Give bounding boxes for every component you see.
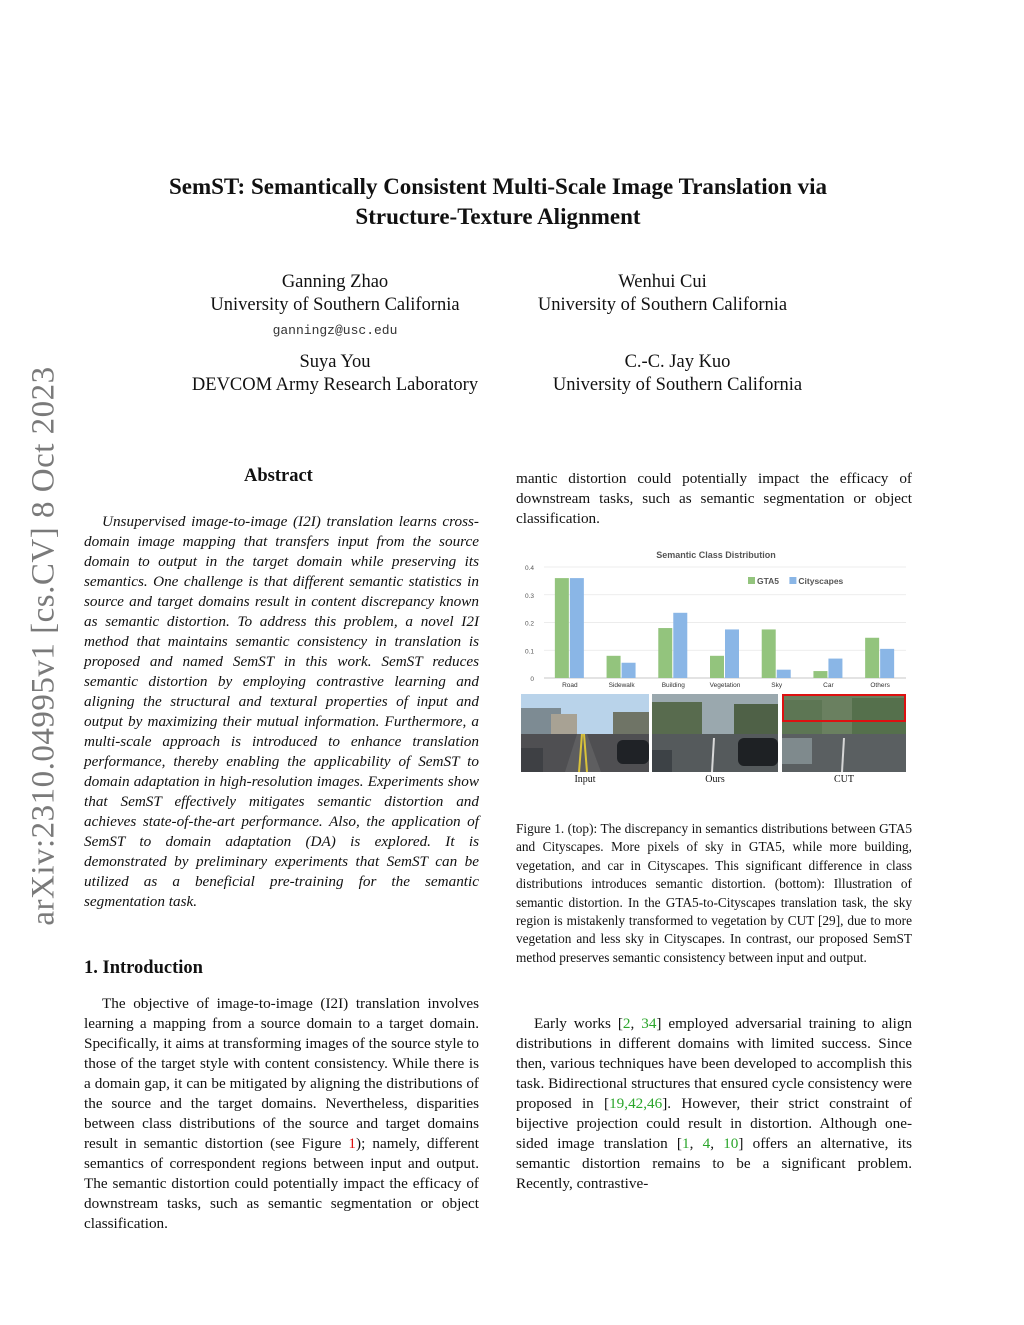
title-line-2: Structure-Texture Alignment [355,204,641,229]
x-tick-label: Road [562,682,578,689]
citation-link[interactable]: 34 [641,1015,657,1032]
text-span: ] offers an alternative, its semantic distortion remains to be a significant problem. Recently, contrastive- [516,1135,913,1192]
related-work-paragraph [516,1014,912,1194]
author-name: Wenhui Cui [618,272,707,292]
x-tick-label: Others [870,682,890,689]
figure-link[interactable]: 1 [348,1135,357,1152]
bar-cityscapes-others [880,649,894,678]
abstract-body [84,512,479,912]
y-tick-label: 0.2 [524,620,534,628]
x-tick-label: Vegetation [709,682,741,689]
chart-x-labels [562,682,891,689]
x-tick-label: Car [823,682,834,689]
citation-link[interactable]: 1 [681,1135,690,1152]
author-block-2 [510,271,815,317]
chart-title: Semantic Class Distribution [656,550,776,560]
legend-label: GTA5 [757,576,780,586]
bar-cityscapes-road [570,578,584,678]
author-block-3 [170,351,500,397]
chart-legend [748,576,844,586]
text-span: , [689,1135,703,1152]
bar-cityscapes-vegetation [725,629,739,678]
intro-heading: 1. Introduction [84,958,203,978]
author-block-4 [510,351,845,397]
bar-gta5-others [865,638,879,678]
bar-gta5-sidewalk [607,656,621,678]
author-affiliation: University of Southern California [210,295,460,315]
abstract-text: Unsupervised image-to-image (I2I) translation learns cross-domain image mapping that transfers input from the source domain to output in the target domain while preserving its semantics. One challenge is that different semantic statistics in source and target domains result in content discrepancy known as semantic distortion. To address this problem, a novel I2I method that maintains semantic consistency in translation is proposed and named SemST in this work. SemST reduces semantic distortion by employing contrastive learning and aligning the structural and textural properties of input and output by maximizing their mutual information. Furthermore, a multi-scale approach is introduced to enhance translation performance, thereby enabling the applicability of SemST to domain adaptation in high-resolution images. Experiments show that SemST effectively mitigates semantic distortion and achieves state-of-the-art performance. Also, the application of SemST to domain adaptation (DA) is explored. It is demonstrated by preliminary experiments that SemST can be utilized as a beneficial pre-training for the semantic segmentation task. [84,513,479,910]
x-tick-label: Sidewalk [608,682,635,689]
citation-link[interactable]: 19,42,46 [609,1095,663,1112]
legend-swatch [748,577,755,584]
citation-link[interactable]: 2 [622,1015,631,1032]
legend-label: Cityscapes [798,576,844,586]
bar-cityscapes-car [828,659,842,678]
bar-gta5-road [555,578,569,678]
chart-y-ticks [525,565,534,683]
author-affiliation: University of Southern California [537,295,788,315]
intro-continuation: mantic distortion could potentially impact the efficacy of downstream tasks, such as semantic segmentation or object classification. [516,470,912,527]
ours-image [652,694,778,772]
bar-gta5-building [658,628,672,678]
citation-link[interactable]: 10 [723,1135,739,1152]
figure-label-ours: Ours [705,774,725,785]
bar-gta5-car [813,671,827,678]
text-span: , [630,1015,642,1032]
author-affiliation: University of Southern California [552,375,803,395]
author-name: C.-C. Jay Kuo [624,352,731,372]
figure-caption: Figure 1. (top): The discrepancy in semantics distributions between GTA5 and Cityscapes. More pixels of sky in GTA5, while more building, vegetation, and car in Cityscapes. This significant difference in class distributions introduces semantic distortion. (bottom): Illustration of semantic distortion. In the GTA5-to-Cityscapes translation task, the sky region is mistakenly transformed to vegetation by CUT [29], due to more vegetation and less sky in Cityscapes. In contrast, our proposed SemST method preserves semantic consistency between input and output. [516,821,912,965]
author-affiliation: DEVCOM Army Research Laboratory [191,375,479,395]
semantic-class-chart [516,545,916,693]
text-span: ]. However, their strict constraint of bijective projection could result in distortion. Although one-sided image translation [ [516,1095,912,1152]
text-span: ] employed adversarial training to align distributions in different domains with limited success. Since then, various techniques have been developed to accomplish this task. Bidirectional structures that ensured cycle consistency were proposed in [ [516,1015,913,1112]
arxiv-identifier: arXiv:2310.04995v1 [cs.CV] 8 Oct 2023 [25,366,62,926]
figure-label-cut: CUT [834,774,854,785]
bar-gta5-vegetation [710,656,724,678]
author-block-1 [170,271,500,342]
author-name: Suya You [299,352,371,372]
bar-cityscapes-building [673,613,687,678]
citation-link[interactable]: 4 [702,1135,711,1152]
y-tick-label: 0.3 [524,592,534,600]
chart-bars [555,578,894,678]
x-tick-label: Building [661,682,685,689]
intro-text-a: The objective of image-to-image (I2I) translation involves learning a mapping from a source domain to a target domain. Specifically, it aims at transforming images of the source style to those of the target style with content consistency. While there is a domain gap, it can be mitigated by aligning the distributions of the source and the target domains. Nevertheless, disparities between class distributions of the source and target domains result in semantic distortion (see Figure [84,995,479,1152]
bar-cityscapes-sidewalk [622,663,636,678]
y-tick-label: 0.4 [524,565,534,572]
bar-cityscapes-sky [777,670,791,678]
author-email: ganningz@usc.edu [272,323,398,338]
x-tick-label: Sky [771,682,783,689]
intro-text-b: ); namely, different semantics of correspondent regions between input and output. The semantic distortion could potentially impact the efficacy of downstream tasks, such as semantic segmentation or object classification. [84,1135,479,1232]
text-span: , [710,1135,724,1152]
author-name: Ganning Zhao [281,272,389,292]
intro-paragraph [84,994,479,1232]
title-line-1: SemST: Semantically Consistent Multi-Scale Image Translation via [168,174,828,199]
abstract-heading: Abstract [244,466,313,486]
y-tick-label: 0 [530,676,534,683]
text-span: Early works [ [534,1015,623,1032]
bar-gta5-sky [762,629,776,678]
legend-swatch [789,577,796,584]
input-image [521,694,649,772]
cut-image [782,694,906,772]
paper-title [100,172,896,232]
y-tick-label: 0.1 [524,648,534,656]
figure-label-input: Input [574,774,596,785]
